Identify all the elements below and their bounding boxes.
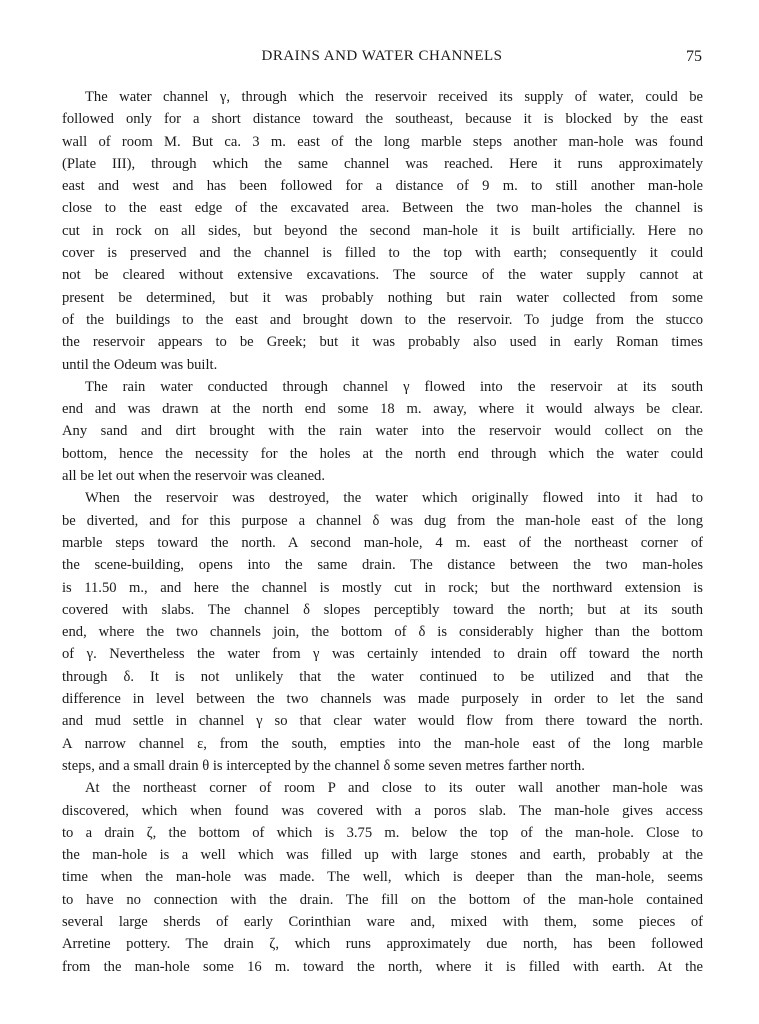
text-line: cover is preserved and the channel is filled to the top with earth; consequently it could [62, 245, 703, 262]
text-line: the scene-building, opens into the same drain. The distance between the two man-holes [62, 557, 703, 574]
page-number: 75 [686, 48, 702, 65]
text-line: difference in level between the two channels was made purposely in order to let the sand [62, 691, 703, 708]
text-line: steps, and a small drain θ is intercepted by the channel δ some seven metres farther north. [62, 757, 585, 774]
text-line: The water channel γ, through which the reservoir received its supply of water, could be [85, 89, 703, 105]
running-head: DRAINS AND WATER CHANNELS [261, 48, 503, 64]
text-line: Arretine pottery. The drain ζ, which runs approximately due north, has been followed [62, 936, 703, 953]
text-line: several large sherds of early Corinthian ware and, mixed with them, some pieces of [62, 913, 703, 930]
text-line: through δ. It is not unlikely that the water continued to be utilized and that the [62, 668, 703, 685]
text-line: time when the man-hole was made. The well, which is deeper than the man-hole, seems [62, 869, 703, 886]
text-line: wall of room M. But ca. 3 m. east of the long marble steps another man-hole was found [62, 133, 703, 150]
text-line: When the reservoir was destroyed, the water which originally flowed into it had to [85, 490, 703, 507]
text-line: At the northeast corner of room P and close to its outer wall another man-hole was [85, 780, 703, 797]
text-line: of the buildings to the east and brought down to the reservoir. To judge from the stucco [62, 311, 703, 328]
text-line: present be determined, but it was probably nothing but rain water collected from some [62, 289, 703, 306]
text-line: followed only for a short distance toward the southeast, because it is blocked by the east [62, 111, 703, 128]
body-text [62, 86, 703, 978]
text-line: is 11.50 m., and here the channel is mostly cut in rock; but the northward extension is [62, 579, 703, 596]
text-line: end, where the two channels join, the bottom of δ is considerably higher than the bottom [62, 624, 703, 641]
text-line: cut in rock on all sides, but beyond the second man-hole it is built artificially. Here no [62, 222, 703, 239]
text-line: end and was drawn at the north end some 18 m. away, where it would always be clear. [62, 401, 703, 418]
text-line: east and west and has been followed for a distance of 9 m. to still another man-hole [62, 178, 703, 195]
text-line: close to the east edge of the excavated area. Between the two man-holes the channel is [62, 200, 703, 217]
text-line: marble steps toward the north. A second man-hole, 4 m. east of the northeast corner of [62, 534, 703, 551]
text-line: not be cleared without extensive excavations. The source of the water supply cannot at [62, 267, 703, 284]
text-line: the reservoir appears to be Greek; but it was probably also used in early Roman times [62, 334, 703, 351]
text-line: A narrow channel ε, from the south, empties into the man-hole east of the long marble [62, 735, 703, 752]
text-line: to have no connection with the drain. The fill on the bottom of the man-hole contained [62, 891, 703, 908]
text-line: until the Odeum was built. [62, 356, 218, 373]
text-line: The rain water conducted through channel γ flowed into the reservoir at its south [85, 378, 703, 395]
text-line: bottom, hence the necessity for the holes at the north end through which the water could [62, 445, 703, 462]
text-line: to a drain ζ, the bottom of which is 3.75 m. below the top of the man-hole. Close to [62, 824, 703, 841]
text-line: be diverted, and for this purpose a channel δ was dug from the man-hole east of the long [62, 512, 703, 529]
text-line: all be let out when the reservoir was cleaned. [62, 468, 325, 485]
text-line: and mud settle in channel γ so that clear water would flow from there toward the north. [62, 713, 703, 730]
text-line: of γ. Nevertheless the water from γ was certainly intended to drain off toward the north [62, 646, 703, 663]
text-line: discovered, which when found was covered with a poros slab. The man-hole gives access [62, 802, 703, 819]
text-line: (Plate III), through which the same channel was reached. Here it runs approximately [62, 155, 703, 172]
text-line: the man-hole is a well which was filled up with large stones and earth, probably at the [62, 847, 703, 864]
page-header [62, 48, 702, 72]
text-line: from the man-hole some 16 m. toward the north, where it is filled with earth. At the [62, 958, 703, 975]
text-line: covered with slabs. The channel δ slopes perceptibly toward the north; but at its south [62, 601, 703, 618]
text-line: Any sand and dirt brought with the rain water into the reservoir would collect on the [62, 423, 703, 440]
